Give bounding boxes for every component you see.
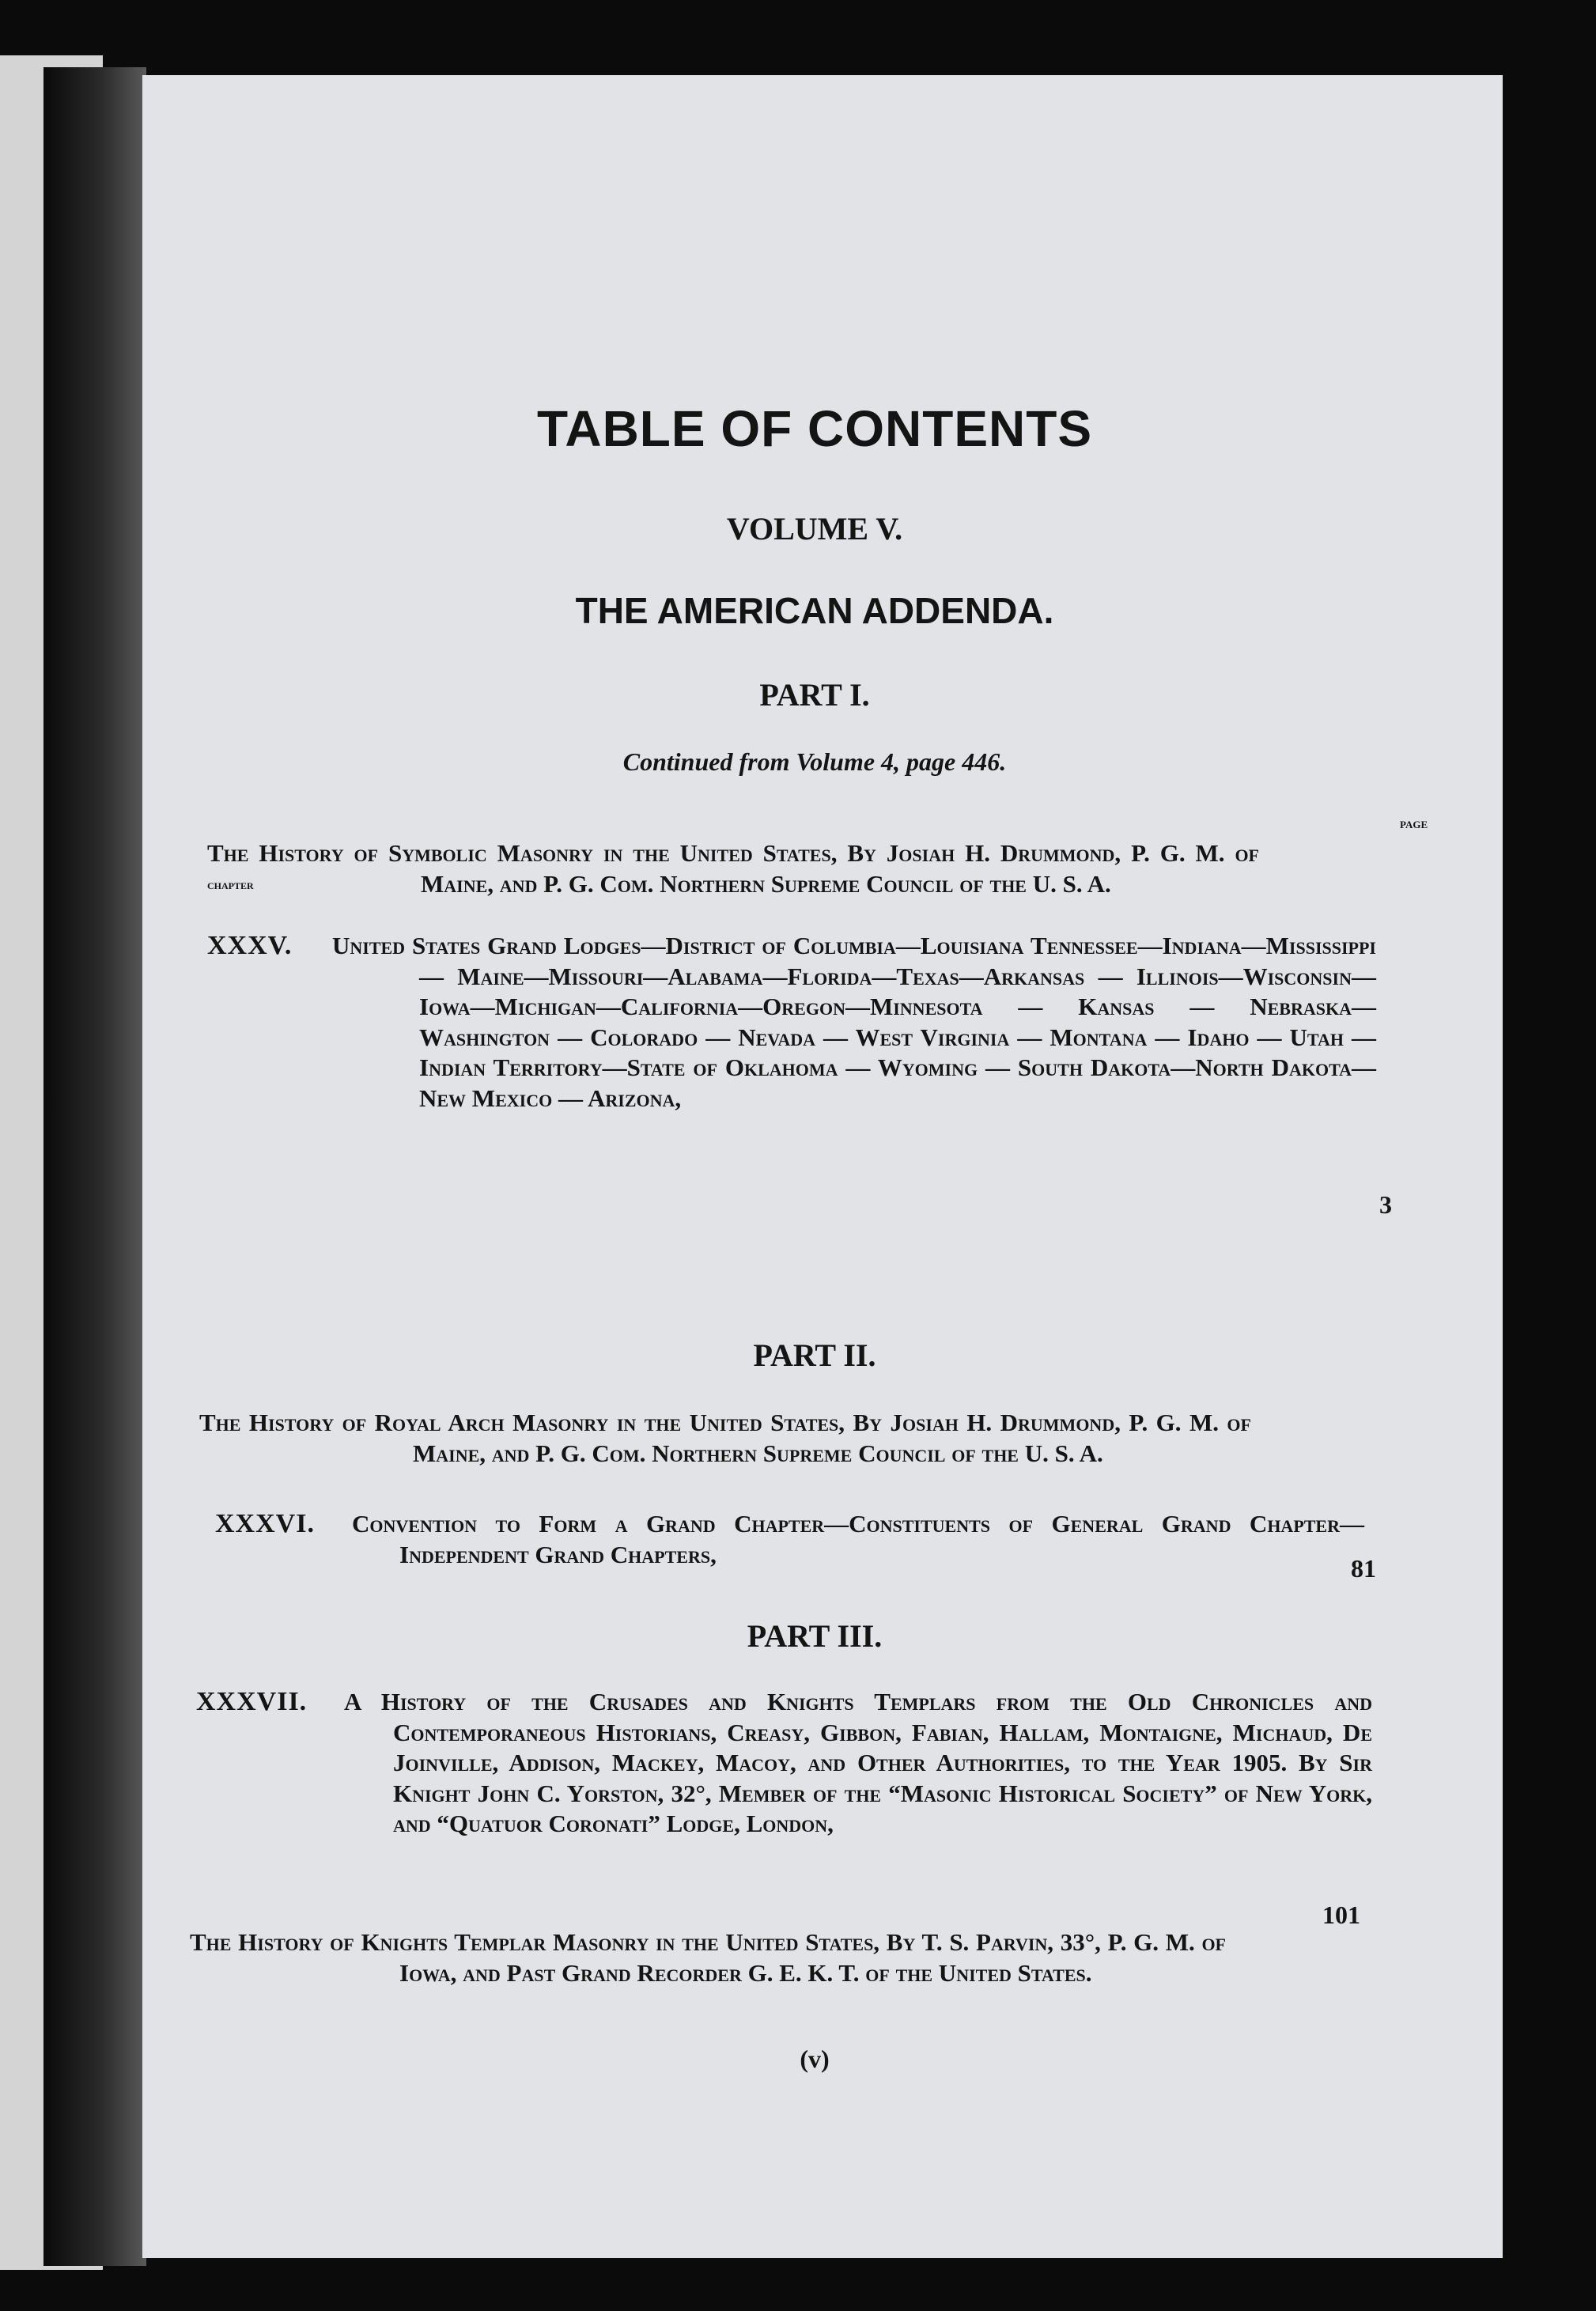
part-heading: PART II. — [753, 1337, 876, 1373]
knights-templar-heading: The History of Knights Templar Masonry in the United States, By T. S. Parvin, 33°, P. G. M. of Iowa, and Past Grand Recorder G. E. K. T. of the United States. — [190, 1928, 1226, 1987]
page-number: 3 — [1379, 1190, 1392, 1219]
page-number: 81 — [1351, 1554, 1376, 1583]
document-page — [142, 75, 1503, 2258]
chapter-numeral: XXXV. — [207, 931, 293, 960]
book-spine — [43, 67, 146, 2266]
royal-arch-heading: The History of Royal Arch Masonry in the United States, By Josiah H. Drummond, P. G. M. of Maine, and P. G. Com. Northern Supreme Council of the U. S. A. — [199, 1409, 1251, 1467]
page-column-header: PAGE — [1400, 819, 1428, 830]
page-number: 101 — [1322, 1901, 1360, 1929]
symbolic-masonry-heading: The History of Symbolic Masonry in the United States, By Josiah H. Drummond, P. G. M. of Maine, and P. G. Com. Northern Supreme Council of the U. S. A. — [207, 839, 1259, 898]
chapter-entry: A History of the Crusades and Knights Templars from the Old Chronicles and Contemporaneous Historians, Creasy, Gibbon, Fabian, Hallam, Montaigne, Michaud, De Joinville, Addison, Mackey, Macoy, and Other Authorities, to the Year 1905. By Sir Knight John C. Yorston, 32°, Member of the “Masonic Historical Society” of New York, and “Quatuor Coronati” Lodge, London, — [344, 1688, 1372, 1837]
page-title: TABLE OF CONTENTS — [537, 400, 1092, 457]
volume-heading: VOLUME V. — [726, 511, 903, 547]
chapter-entry: Convention to Form a Grand Chapter—Constituents of General Grand Chapter—Independent Grand Chapters, — [352, 1510, 1364, 1568]
page-folio: (v) — [800, 2044, 830, 2073]
part-heading: PART I. — [759, 677, 870, 713]
part-heading: PART III. — [747, 1618, 883, 1654]
continued-note: Continued from Volume 4, page 446. — [622, 747, 1007, 776]
chapter-entry: United States Grand Lodges—District of Columbia—Louisiana Tennessee—Indiana—Mississippi — Maine—Missouri—Alabama—Florida—Texas—Arkansas — Illinois—Wisconsin—Iowa—Michigan—California—Oregon—Minnesota — Kansas — Nebraska—Washington — Colorado — Nevada — West Virginia — Montana — Idaho — Utah — Indian Territory—State of Oklahoma — Wyoming — South Dakota—North Dakota—New Mexico — Arizona, — [332, 932, 1376, 1112]
page-content — [190, 75, 1439, 2258]
chapter-numeral: XXXVI. — [215, 1509, 315, 1538]
subtitle-heading: THE AMERICAN ADDENDA. — [575, 590, 1054, 631]
chapter-numeral: XXXVII. — [196, 1687, 308, 1716]
chapter-column-header: CHAPTER — [207, 880, 254, 891]
